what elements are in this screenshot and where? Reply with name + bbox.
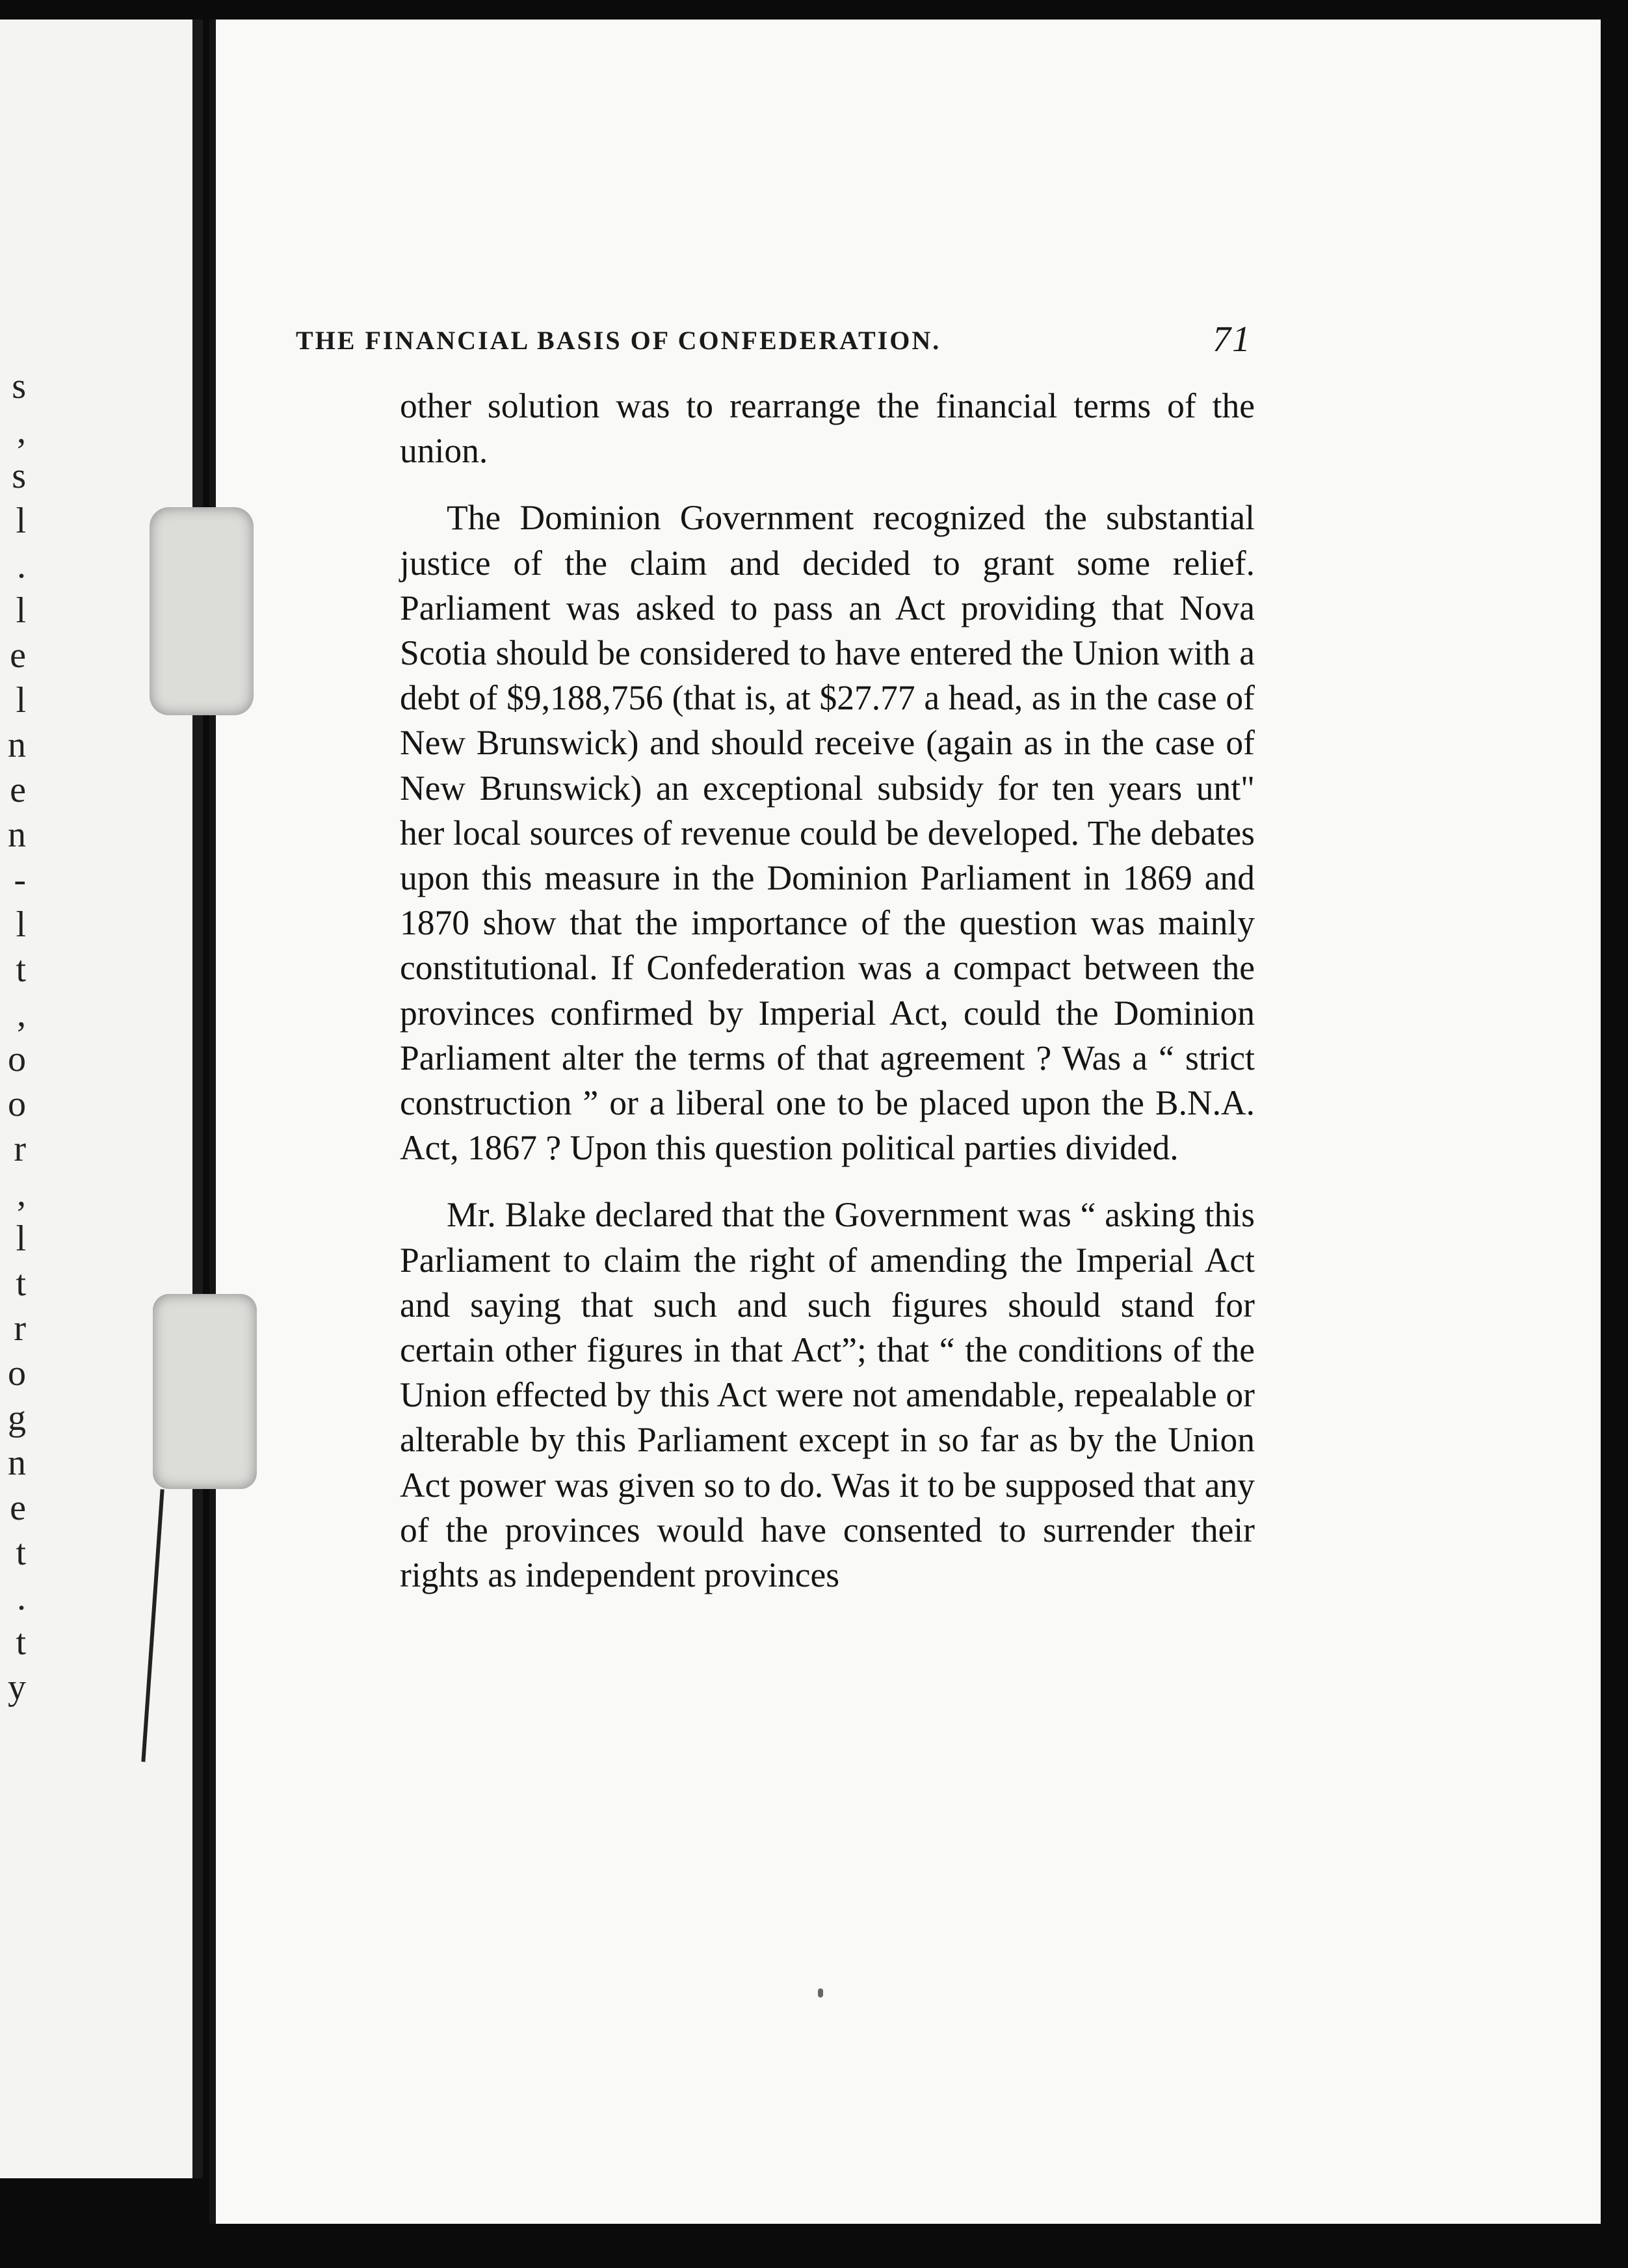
facing-page-char: l xyxy=(16,590,26,631)
facing-page-char: , xyxy=(17,1174,26,1214)
binding-tear-upper xyxy=(150,507,254,715)
facing-page-char: o xyxy=(8,1353,26,1393)
facing-page-char: e xyxy=(10,1488,26,1528)
facing-page-char: - xyxy=(14,860,26,900)
page-speck xyxy=(818,1988,823,1998)
facing-page-char: t xyxy=(16,1622,26,1663)
facing-page-char: r xyxy=(14,1308,26,1349)
facing-page-char: e xyxy=(10,770,26,810)
facing-page-char: r xyxy=(14,1129,26,1169)
facing-page-char: t xyxy=(16,1263,26,1304)
scan-border-right xyxy=(1601,0,1628,2268)
facing-page-char: s xyxy=(12,366,26,406)
facing-page-char: o xyxy=(8,1039,26,1079)
paragraph-dominion-government: The Dominion Government recognized the substantial justice of the claim and decided to grant some relief. Parliament was asked to pass an Act providing that Nova Scotia should be considered to have entered the Union with a debt of $9,188,756 (that is, at $27.77 a head, as in the case of New Brunswick) and should receive (again as in the case of New Brunswick) an exceptional subsidy for ten years unt" her local sources of revenue could be developed. The debates upon this measure in the Dominion Parliament in 1869 and 1870 show that the importance of the question was mainly constitutional. If Confederation was a compact between the provinces confirmed by Imperial Act, could the Dominion Parliament alter the terms of that agreement ? Was a “ strict construction ” or a liberal one to be placed upon the B.N.A. Act, 1867 ? Upon this question political parties divided. xyxy=(400,498,1255,1168)
facing-page-char: s xyxy=(12,456,26,496)
facing-page-char: e xyxy=(10,635,26,676)
facing-page-char: . xyxy=(17,546,26,586)
facing-page-char: t xyxy=(16,1533,26,1573)
facing-page-char: t xyxy=(16,949,26,990)
facing-page-char: n xyxy=(8,815,26,855)
running-head xyxy=(296,319,1252,371)
facing-page-char: o xyxy=(8,1084,26,1124)
facing-page-char: y xyxy=(8,1667,26,1708)
facing-page-char: , xyxy=(17,411,26,451)
body-text xyxy=(400,384,1255,1620)
page-number: 71 xyxy=(1213,319,1252,360)
page-gutter xyxy=(192,20,203,2178)
binding-tear-lower xyxy=(153,1294,257,1489)
running-head-title: THE FINANCIAL BASIS OF CONFEDERATION. xyxy=(296,326,941,355)
facing-page-char: l xyxy=(16,501,26,541)
paragraph-continuation: other solution was to rearrange the financial terms of the union. xyxy=(400,386,1255,471)
facing-page-char: n xyxy=(8,725,26,765)
paragraph-mr-blake: Mr. Blake declared that the Government was “ asking this Parliament to claim the right of amending the Imperial Act and saying that such and such figures should stand for certain other figures in that Act”; that “ the conditions of the Union effected by this Act were not amendable, repealable or alterable by this Parliament except in so far as by the Union Act power was given so to do. Was it to be supposed that any of the provinces would have consented to surrender their rights as independent provinces xyxy=(400,1195,1255,1595)
facing-page-char: , xyxy=(17,994,26,1035)
facing-page-char: n xyxy=(8,1443,26,1483)
facing-page-char: l xyxy=(16,1219,26,1259)
facing-page-char: l xyxy=(16,680,26,720)
facing-page-edge xyxy=(0,20,195,2178)
facing-page-char: l xyxy=(16,904,26,945)
facing-page-margin-text xyxy=(0,364,26,1710)
facing-page-char: . xyxy=(17,1577,26,1618)
facing-page-char: g xyxy=(8,1398,26,1438)
